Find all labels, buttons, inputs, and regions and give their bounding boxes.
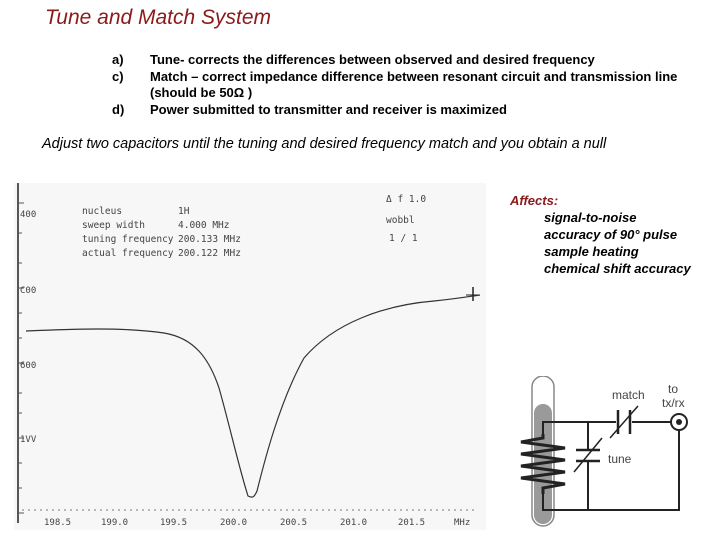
x-tick-label: 198.5 [44,518,72,528]
scope-info-block [82,206,241,259]
to-label: to [668,382,679,396]
x-tick-label: 199.5 [160,518,188,528]
affects-heading: Affects: [510,193,559,208]
txrx-label: tx/rx [662,396,685,410]
affects-list [510,192,691,277]
list-item [112,52,710,69]
list-item [112,102,710,119]
affects-item: chemical shift accuracy [544,261,691,276]
scope-mode-label: wobbl [386,215,415,226]
scope-y-ticks [20,210,37,445]
list-marker: d) [112,101,125,117]
affects-item: signal-to-noise [544,210,637,225]
scope-x-ticks [44,518,470,528]
tune-label: tune [608,452,632,466]
scope-delta-label: Δ f 1.0 [386,194,427,205]
y-tick-label: 400 [20,210,37,220]
affects-item: accuracy of 90° pulse [544,227,678,242]
x-tick-label: 201.5 [398,518,426,528]
scope-left-ticks [18,203,24,513]
x-unit-label: MHz [454,518,471,528]
wobble-trace [26,295,480,497]
scope-display [14,183,486,530]
info-value-sweep-width: 4.000 MHz [178,220,230,231]
info-value-nucleus: 1H [178,206,190,217]
info-label-nucleus: nucleus [82,206,123,217]
info-label-actual-frequency: actual frequency [82,248,174,259]
tune-match-circuit-diagram [506,376,716,536]
info-value-actual-frequency: 200.122 MHz [178,248,241,259]
match-label: match [612,388,645,402]
wobble-scope-screen [14,183,486,530]
circuit-wires [543,422,679,510]
bullet-list [112,52,710,118]
scope-page-label: 1 / 1 [389,233,418,244]
y-tick-label: C00 [20,286,37,296]
page-title: Tune and Match System [45,6,272,29]
x-tick-label: 200.5 [280,518,308,528]
y-tick-label: 1VV [20,435,37,445]
scope-right-labels [386,194,426,244]
txrx-connector-icon [671,414,687,430]
y-tick-label: 600 [20,361,37,371]
list-text: Tune- corrects the differences between observed and desired frequency [150,52,595,67]
list-marker: a) [112,52,124,67]
list-marker: c) [112,68,124,84]
x-tick-label: 199.0 [101,518,129,528]
info-label-tuning-frequency: tuning frequency [82,234,174,245]
x-tick-label: 200.0 [220,518,248,528]
instruction-text: Adjust two capacitors until the tuning and desired frequency match and you obtain a null [42,136,607,152]
list-text: Power submitted to transmitter and receiver is maximized [150,101,507,117]
affects-item: sample heating [544,244,639,259]
info-value-tuning-frequency: 200.133 MHz [178,234,241,245]
x-tick-label: 201.0 [340,518,368,528]
circuit-svg [506,376,716,536]
list-item [112,69,710,102]
list-text: Match – correct impedance difference between resonant circuit and transmission line (should be 50Ω ) [150,68,678,100]
info-label-sweep-width: sweep width [82,220,145,231]
